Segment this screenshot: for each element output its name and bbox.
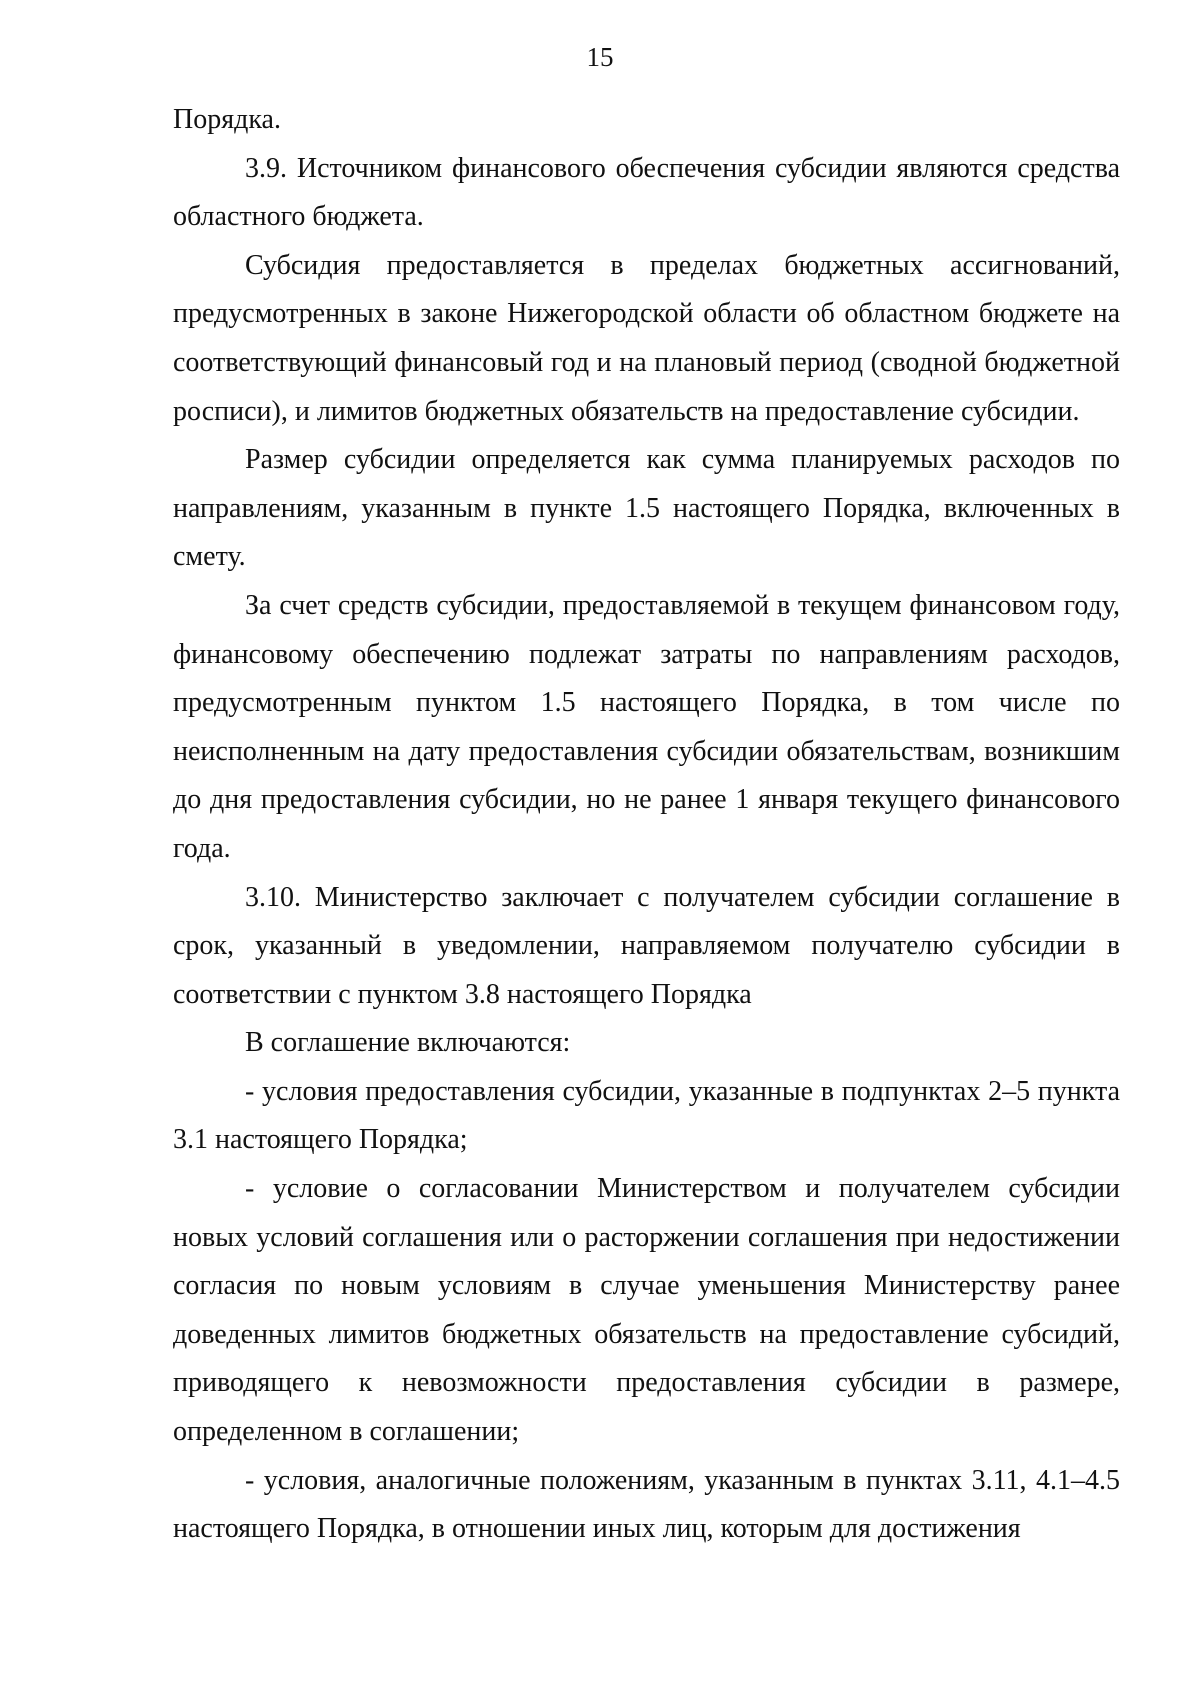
- paragraph-4: Размер субсидии определяется как сумма планируемых расходов по направлениям, указанным в пункте 1.5 настоящего Порядка, включенных в смету.: [173, 444, 1120, 573]
- paragraph-2: 3.9. Источником финансового обеспечения субсидии являются средства областного бюджета.: [173, 152, 1120, 233]
- document-body: [173, 96, 1120, 1554]
- paragraph-8: - условия предоставления субсидии, указанные в подпунктах 2–5 пункта 3.1 настоящего Порядка;: [173, 1075, 1120, 1156]
- paragraph-9: - условие о согласовании Министерством и получателем субсидии новых условий соглашения или о расторжении соглашения при недостижении согласия по новым условиям в случае уменьшения Министерству ранее доведенных лимитов бюджетных обязательств на предоставление субсидий, приводящего к невозможности предоставления субсидии в размере, определенном в соглашении;: [173, 1173, 1120, 1448]
- paragraph-6: 3.10. Министерство заключает с получателем субсидии соглашение в срок, указанный в уведомлении, направляемом получателю субсидии в соответствии с пунктом 3.8 настоящего Порядка: [173, 881, 1120, 1010]
- paragraph-1: Порядка.: [173, 104, 281, 135]
- paragraph-5: За счет средств субсидии, предоставляемой в текущем финансовом году, финансовому обеспечению подлежат затраты по направлениям расходов, предусмотренным пунктом 1.5 настоящего Порядка, в том числе по неисполненным на дату предоставления субсидии обязательствам, возникшим до дня предоставления субсидии, но не ранее 1 января текущего финансового года.: [173, 589, 1120, 864]
- paragraph-10: - условия, аналогичные положениям, указанным в пунктах 3.11, 4.1–4.5 настоящего Порядка, в отношении иных лиц, которым для достижения: [173, 1464, 1120, 1545]
- paragraph-7: В соглашение включаются:: [245, 1027, 571, 1059]
- paragraph-3: Субсидия предоставляется в пределах бюджетных ассигнований, предусмотренных в законе Нижегородской области об областном бюджете на соответствующий финансовый год и на плановый период (сводной бюджетной росписи), и лимитов бюджетных обязательств на предоставление субсидии.: [173, 249, 1120, 427]
- page-number: 15: [586, 42, 614, 72]
